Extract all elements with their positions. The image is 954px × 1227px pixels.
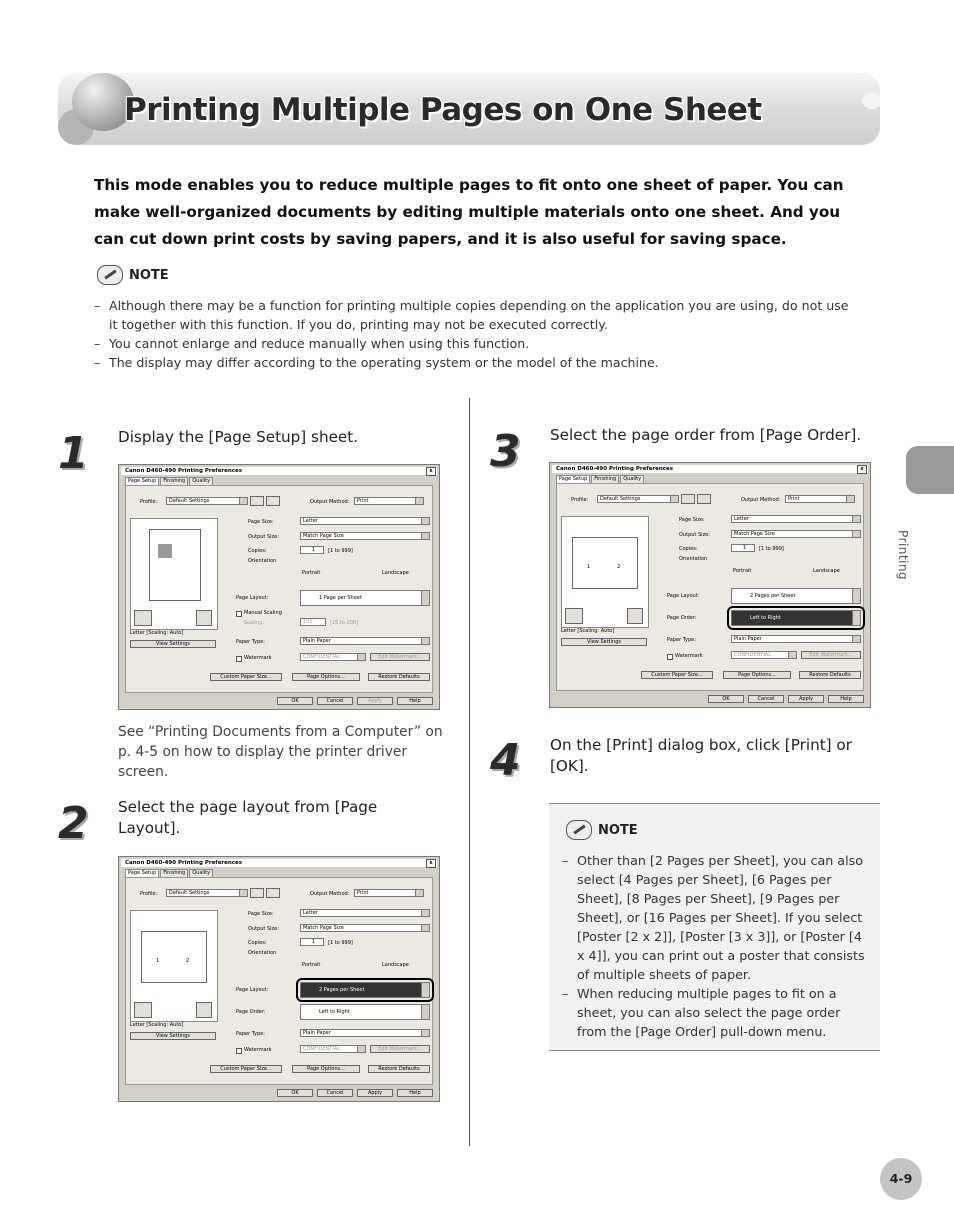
page-order-label: Page Order:: [236, 1009, 266, 1015]
output-size-select[interactable]: [300, 924, 430, 932]
step-text: On the [Print] dialog box, click [Print] or [OK].: [550, 736, 852, 775]
printer-icon: [134, 1002, 152, 1018]
copies-value: 1: [311, 547, 315, 553]
page-order-value: Left to Right: [319, 1009, 350, 1015]
note-item: – Other than [2 Pages per Sheet], you can also select [4 Pages per Sheet], [6 Pages per Sheet], [8 Pages per Sheet], [9 Pages per Sheet], or [16 Pages per Sheet]. If you select [Poster [2 x 2]], [Poster [3 x 3]], or [Poster [4 x 4]], you can print out a poster that consists of multiple sheets of paper.: [562, 851, 866, 984]
close-icon[interactable]: x: [426, 467, 436, 476]
copies-range: [1 to 999]: [328, 548, 353, 554]
output-size-value: Match Page Size: [734, 531, 775, 537]
page-layout-label: Page Layout:: [236, 987, 269, 993]
manual-scaling-checkbox[interactable]: [236, 611, 242, 617]
landscape-radio[interactable]: Landscape: [382, 962, 409, 968]
chevron-down-icon: [357, 654, 365, 660]
paper-type-select[interactable]: [300, 637, 430, 645]
profile-value: Default Settings: [169, 890, 210, 896]
dialog-titlebar: [121, 859, 437, 867]
portrait-radio[interactable]: Portrait: [302, 570, 321, 576]
restore-defaults-button[interactable]: Restore Defaults: [368, 673, 430, 681]
paper-type-select[interactable]: [731, 635, 861, 643]
manual-scaling-label: Manual Scaling: [244, 610, 282, 616]
scaling-label: Scaling:: [244, 620, 264, 626]
page-size-label: Page Size:: [248, 519, 274, 525]
apply-button[interactable]: Apply: [788, 695, 824, 703]
page-size-select[interactable]: [300, 909, 430, 917]
restore-defaults-button[interactable]: Restore Defaults: [368, 1065, 430, 1073]
page-setup-panel: [125, 485, 433, 693]
close-icon[interactable]: x: [426, 859, 436, 868]
portrait-radio[interactable]: Portrait: [733, 568, 752, 574]
note-heading: [97, 265, 169, 285]
page-layout-value: 2 Pages per Sheet: [319, 987, 365, 993]
add-profile-icon[interactable]: [681, 494, 695, 504]
tab-quality[interactable]: Quality: [189, 477, 213, 485]
edit-watermark-button[interactable]: Edit Watermark...: [370, 653, 430, 661]
page-layout-value: 2 Pages per Sheet: [750, 593, 796, 599]
chevron-down-icon: [846, 496, 854, 502]
copies-value: 1: [742, 545, 746, 551]
view-settings-button[interactable]: View Settings: [130, 640, 216, 648]
step-number: 3: [490, 426, 521, 477]
chapter-tab-label: Printing: [896, 530, 910, 581]
view-settings-button[interactable]: View Settings: [561, 638, 647, 646]
tab-page-setup[interactable]: Page Setup: [125, 477, 159, 485]
watermark-value: CONFIDENTIAL: [303, 1046, 341, 1052]
watermark-value: CONFIDENTIAL: [303, 654, 341, 660]
profile-select[interactable]: [166, 889, 248, 897]
dialog-tabs: [125, 869, 213, 877]
copies-range: [1 to 999]: [759, 546, 784, 552]
page-one-label: 1: [587, 564, 591, 570]
chevron-down-icon: [421, 925, 429, 931]
banner-highlight: [862, 93, 880, 109]
orientation-label: Orientation: [679, 556, 708, 562]
output-method-select[interactable]: [785, 495, 855, 503]
page-setup-panel: [125, 877, 433, 1085]
page-options-button[interactable]: Page Options...: [292, 673, 360, 681]
chevron-down-icon: [421, 591, 429, 605]
intro-paragraph: This mode enables you to reduce multiple pages to fit onto one sheet of paper. You can make well-organized documents by editing multiple materials onto one sheet. And you can cut down print costs by saving papers, and it is also useful for saving space.: [94, 176, 844, 248]
page-layout-select[interactable]: [300, 590, 430, 606]
ok-button[interactable]: OK: [277, 697, 313, 705]
profile-value: Default Settings: [600, 496, 641, 502]
step-text: Select the page order from [Page Order].: [550, 426, 862, 444]
output-method-label: Output Method:: [741, 497, 781, 503]
output-method-value: Print: [788, 496, 800, 502]
column-divider: [469, 398, 470, 1146]
page-icon: [627, 608, 643, 624]
note-list: [562, 851, 866, 1041]
printing-preferences-dialog: [549, 462, 871, 708]
page-layout-label: Page Layout:: [667, 593, 700, 599]
portrait-radio[interactable]: Portrait: [302, 962, 321, 968]
pencil-icon: [566, 820, 592, 840]
edit-profile-icon[interactable]: [697, 494, 711, 504]
tab-page-setup[interactable]: Page Setup: [556, 475, 590, 483]
note-item: – The display may differ according to the operating system or the model of the machine.: [94, 353, 854, 372]
watermark-select[interactable]: [300, 653, 366, 661]
scaling-value: 100: [303, 619, 313, 625]
paper-type-select[interactable]: [300, 1029, 430, 1037]
profile-label: Profile:: [571, 497, 589, 503]
output-size-label: Output Size:: [248, 926, 279, 932]
tab-quality[interactable]: Quality: [189, 869, 213, 877]
copies-stepper[interactable]: [300, 546, 324, 554]
chevron-down-icon: [421, 1030, 429, 1036]
paper-type-label: Paper Type:: [236, 639, 265, 645]
step-number: 1: [58, 428, 89, 479]
chevron-down-icon: [852, 516, 860, 522]
dialog-title: Canon D460-490 Printing Preferences: [556, 466, 674, 472]
dialog-tabs: [556, 475, 644, 483]
step-number: 2: [58, 798, 89, 849]
landscape-radio[interactable]: Landscape: [813, 568, 840, 574]
preview-thumb: [158, 544, 172, 558]
profile-select[interactable]: [166, 497, 248, 505]
dialog-title: Canon D460-490 Printing Preferences: [125, 468, 243, 474]
tab-finishing[interactable]: Finishing: [160, 869, 188, 877]
custom-paper-size-button[interactable]: Custom Paper Size...: [210, 673, 282, 681]
note-list: [94, 296, 854, 372]
copies-label: Copies:: [248, 548, 267, 554]
chevron-down-icon: [415, 498, 423, 504]
output-method-select[interactable]: [354, 497, 424, 505]
chapter-tab: [906, 446, 954, 494]
copies-range: [1 to 999]: [328, 940, 353, 946]
tab-quality[interactable]: Quality: [620, 475, 644, 483]
page-size-value: Letter: [734, 516, 749, 522]
chevron-down-icon: [670, 496, 678, 502]
chevron-down-icon: [421, 1005, 429, 1019]
paper-type-value: Plain Paper: [303, 638, 331, 644]
page-two-label: 2: [617, 564, 621, 570]
tab-finishing[interactable]: Finishing: [160, 477, 188, 485]
page-size-value: Letter: [303, 910, 318, 916]
output-size-select[interactable]: [731, 530, 861, 538]
chevron-down-icon: [421, 638, 429, 644]
output-size-select[interactable]: [300, 532, 430, 540]
dialog-title: Canon D460-490 Printing Preferences: [125, 860, 243, 866]
printing-preferences-dialog: [118, 856, 440, 1102]
chevron-down-icon: [852, 589, 860, 603]
profile-value: Default Settings: [169, 498, 210, 504]
watermark-label: Watermark: [675, 653, 703, 659]
page-title: Printing Multiple Pages on One Sheet: [124, 92, 762, 128]
printing-preferences-dialog: [118, 464, 440, 710]
output-size-value: Match Page Size: [303, 925, 344, 931]
page-options-button[interactable]: Page Options...: [723, 671, 791, 679]
ok-button[interactable]: OK: [708, 695, 744, 703]
copies-label: Copies:: [679, 546, 698, 552]
output-size-value: Match Page Size: [303, 533, 344, 539]
help-button[interactable]: Help: [828, 695, 864, 703]
restore-defaults-button[interactable]: Restore Defaults: [799, 671, 861, 679]
copies-value: 1: [311, 939, 315, 945]
help-button[interactable]: Help: [397, 1089, 433, 1097]
step-number: 4: [490, 735, 521, 786]
printer-icon: [565, 608, 583, 624]
page-size-select[interactable]: [731, 515, 861, 523]
chevron-down-icon: [239, 890, 247, 896]
chevron-down-icon: [421, 518, 429, 524]
paper-type-value: Plain Paper: [734, 636, 762, 642]
page-setup-panel: [556, 483, 864, 691]
copies-stepper[interactable]: [731, 544, 755, 552]
page-order-value: Left to Right: [750, 615, 781, 621]
page-icon: [196, 1002, 212, 1018]
step-text: Select the page layout from [Page Layout].: [118, 798, 378, 837]
profile-label: Profile:: [140, 891, 158, 897]
cancel-button[interactable]: Cancel: [317, 1089, 353, 1097]
chevron-down-icon: [421, 910, 429, 916]
output-method-label: Output Method:: [310, 499, 350, 505]
landscape-radio[interactable]: Landscape: [382, 570, 409, 576]
chevron-down-icon: [415, 890, 423, 896]
watermark-checkbox[interactable]: [236, 656, 242, 662]
paper-type-value: Plain Paper: [303, 1030, 331, 1036]
view-settings-button[interactable]: View Settings: [130, 1032, 216, 1040]
chevron-down-icon: [239, 498, 247, 504]
custom-paper-size-button[interactable]: Custom Paper Size...: [210, 1065, 282, 1073]
watermark-checkbox[interactable]: [667, 654, 673, 660]
watermark-select[interactable]: [731, 651, 797, 659]
dialog-tabs: [125, 477, 213, 485]
pencil-icon: [97, 265, 123, 285]
page-two-label: 2: [186, 958, 190, 964]
chevron-down-icon: [421, 533, 429, 539]
page-layout-label: Page Layout:: [236, 595, 269, 601]
output-method-label: Output Method:: [310, 891, 350, 897]
add-profile-icon[interactable]: [250, 888, 264, 898]
note-item: – You cannot enlarge and reduce manually when using this function.: [94, 334, 854, 353]
output-size-label: Output Size:: [248, 534, 279, 540]
note-label: NOTE: [129, 267, 169, 283]
note-item: – Although there may be a function for printing multiple copies depending on the application you are using, do not use it together with this function. If you do, printing may not be executed correctly.: [94, 296, 854, 334]
chevron-down-icon: [357, 1046, 365, 1052]
ok-button[interactable]: OK: [277, 1089, 313, 1097]
orientation-label: Orientation: [248, 950, 277, 956]
preview-caption: Letter [Scaling: Auto]: [130, 630, 184, 636]
tab-finishing[interactable]: Finishing: [591, 475, 619, 483]
note-item: – When reducing multiple pages to fit on a sheet, you can also select the page order from the [Page Order] pull-down menu.: [562, 984, 866, 1041]
highlight-frame: [727, 606, 865, 630]
profile-label: Profile:: [140, 499, 158, 505]
close-icon[interactable]: x: [857, 465, 867, 474]
note-label: NOTE: [598, 822, 638, 838]
note-heading: [566, 820, 638, 840]
dialog-titlebar: [552, 465, 868, 473]
page-size-select[interactable]: [300, 517, 430, 525]
cancel-button[interactable]: Cancel: [748, 695, 784, 703]
preview-caption: Letter [Scaling: Auto]: [130, 1022, 184, 1028]
page-layout-select[interactable]: [731, 588, 861, 604]
page-icon: [196, 610, 212, 626]
output-size-label: Output Size:: [679, 532, 710, 538]
copies-stepper[interactable]: [300, 938, 324, 946]
edit-profile-icon[interactable]: [266, 496, 280, 506]
add-profile-icon[interactable]: [250, 496, 264, 506]
step-text: Display the [Page Setup] sheet.: [118, 428, 359, 446]
output-method-select[interactable]: [354, 889, 424, 897]
profile-select[interactable]: [597, 495, 679, 503]
step1-note: See “Printing Documents from a Computer” on p. 4-5 on how to display the printer driver screen.: [118, 724, 443, 780]
preview-page: [149, 529, 201, 601]
watermark-checkbox[interactable]: [236, 1048, 242, 1054]
page-options-button[interactable]: Page Options...: [292, 1065, 360, 1073]
chevron-down-icon: [852, 636, 860, 642]
apply-button[interactable]: Apply: [357, 697, 393, 705]
scaling-range: [25 to 200]: [330, 620, 359, 626]
watermark-select[interactable]: [300, 1045, 366, 1053]
watermark-value: CONFIDENTIAL: [734, 652, 772, 658]
printer-icon: [134, 610, 152, 626]
output-method-value: Print: [357, 890, 369, 896]
edit-profile-icon[interactable]: [266, 888, 280, 898]
page-size-label: Page Size:: [248, 911, 274, 917]
edit-watermark-button[interactable]: Edit Watermark...: [370, 1045, 430, 1053]
edit-watermark-button[interactable]: Edit Watermark...: [801, 651, 861, 659]
page-size-label: Page Size:: [679, 517, 705, 523]
orientation-label: Orientation: [248, 558, 277, 564]
copies-label: Copies:: [248, 940, 267, 946]
scaling-field[interactable]: [300, 618, 326, 626]
chevron-down-icon: [788, 652, 796, 658]
highlight-frame: [296, 978, 434, 1002]
page-one-label: 1: [156, 958, 160, 964]
output-method-value: Print: [357, 498, 369, 504]
preview-page: [572, 537, 638, 589]
custom-paper-size-button[interactable]: Custom Paper Size...: [641, 671, 713, 679]
dialog-titlebar: [121, 467, 437, 475]
preview-caption: Letter [Scaling: Auto]: [561, 628, 615, 634]
page-layout-value: 1 Page per Sheet: [319, 595, 362, 601]
page-order-select[interactable]: [300, 1004, 430, 1020]
watermark-label: Watermark: [244, 1047, 272, 1053]
tab-page-setup[interactable]: Page Setup: [125, 869, 159, 877]
apply-button[interactable]: Apply: [357, 1089, 393, 1097]
paper-type-label: Paper Type:: [236, 1031, 265, 1037]
cancel-button[interactable]: Cancel: [317, 697, 353, 705]
paper-type-label: Paper Type:: [667, 637, 696, 643]
preview-page: [141, 931, 207, 983]
help-button[interactable]: Help: [397, 697, 433, 705]
chevron-down-icon: [852, 531, 860, 537]
page-number: 4-9: [880, 1158, 922, 1200]
watermark-label: Watermark: [244, 655, 272, 661]
page-order-label: Page Order:: [667, 615, 697, 621]
page-size-value: Letter: [303, 518, 318, 524]
